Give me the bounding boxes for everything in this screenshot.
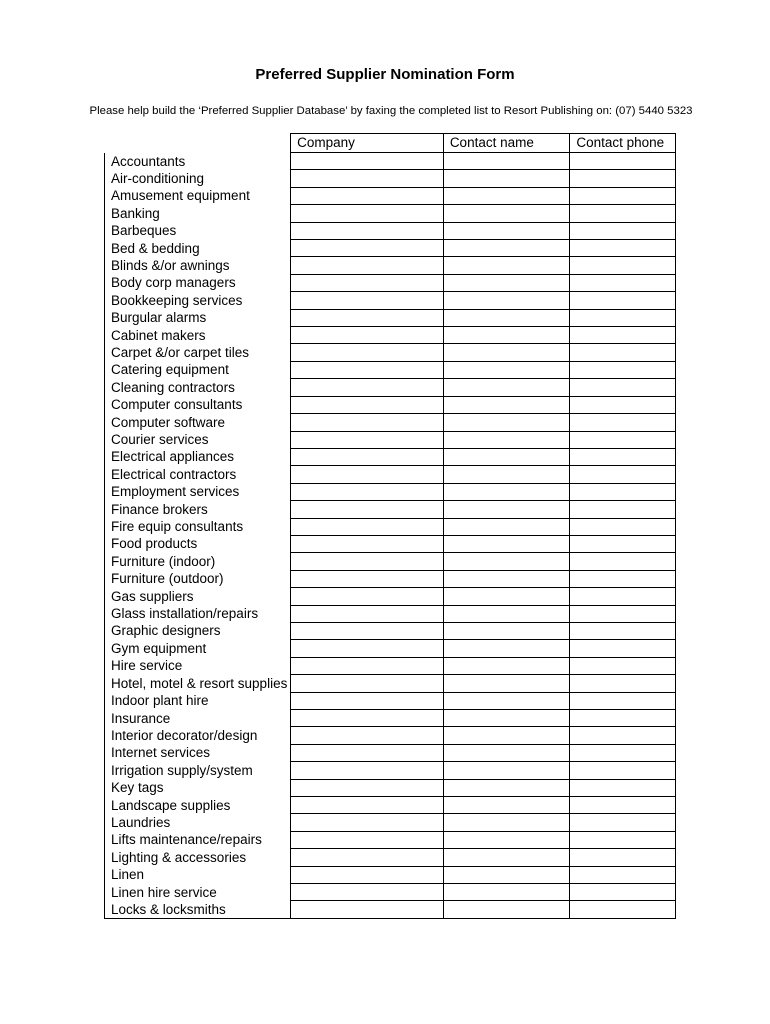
table-row	[105, 831, 676, 848]
table-row	[105, 675, 676, 692]
form-instructions: Please help build the ‘Preferred Supplier Database’ by faxing the completed list to Resort Publishing on: (07) 5440 5323	[89, 105, 693, 117]
company-cell[interactable]	[291, 240, 444, 257]
category-label: Air-conditioning	[105, 170, 291, 187]
company-cell[interactable]	[291, 727, 444, 744]
company-cell[interactable]	[291, 622, 444, 639]
company-cell[interactable]	[291, 710, 444, 727]
contact-name-cell[interactable]	[443, 866, 570, 883]
contact-phone-header: Contact phone	[570, 134, 676, 153]
category-label: Banking	[105, 205, 291, 222]
company-cell[interactable]	[291, 205, 444, 222]
contact-name-cell[interactable]	[443, 466, 570, 483]
company-cell[interactable]	[291, 466, 444, 483]
contact-name-cell[interactable]	[443, 327, 570, 344]
contact-name-header: Contact name	[443, 134, 570, 153]
contact-phone-cell[interactable]	[570, 553, 676, 570]
company-cell[interactable]	[291, 797, 444, 814]
contact-name-cell[interactable]	[443, 344, 570, 361]
company-cell[interactable]	[291, 657, 444, 674]
contact-name-cell[interactable]	[443, 257, 570, 274]
contact-phone-cell[interactable]	[570, 327, 676, 344]
table-row	[105, 553, 676, 570]
company-cell[interactable]	[291, 501, 444, 518]
contact-name-cell[interactable]	[443, 274, 570, 291]
contact-name-cell[interactable]	[443, 657, 570, 674]
category-label: Locks & locksmiths	[105, 901, 291, 919]
contact-name-cell[interactable]	[443, 779, 570, 796]
contact-phone-cell[interactable]	[570, 727, 676, 744]
table-row	[105, 797, 676, 814]
table-row	[105, 170, 676, 187]
contact-phone-cell[interactable]	[570, 588, 676, 605]
table-row	[105, 396, 676, 413]
category-label: Irrigation supply/system	[105, 762, 291, 779]
form-title: Preferred Supplier Nomination Form	[255, 66, 515, 83]
company-cell[interactable]	[291, 344, 444, 361]
table-row	[105, 588, 676, 605]
category-label: Carpet &/or carpet tiles	[105, 344, 291, 361]
contact-phone-cell[interactable]	[570, 831, 676, 848]
table-row	[105, 762, 676, 779]
contact-name-cell[interactable]	[443, 727, 570, 744]
company-cell[interactable]	[291, 535, 444, 552]
contact-name-cell[interactable]	[443, 570, 570, 587]
table-row	[105, 744, 676, 761]
category-label: Glass installation/repairs	[105, 605, 291, 622]
category-label: Employment services	[105, 483, 291, 500]
table-row	[105, 414, 676, 431]
company-cell[interactable]	[291, 901, 444, 919]
company-cell[interactable]	[291, 849, 444, 866]
contact-name-cell[interactable]	[443, 518, 570, 535]
category-label: Computer consultants	[105, 396, 291, 413]
contact-name-cell[interactable]	[443, 744, 570, 761]
category-label: Burgular alarms	[105, 309, 291, 326]
contact-phone-cell[interactable]	[570, 518, 676, 535]
table-row	[105, 814, 676, 831]
table-row	[105, 309, 676, 326]
category-label: Gym equipment	[105, 640, 291, 657]
contact-phone-cell[interactable]	[570, 884, 676, 901]
contact-name-cell[interactable]	[443, 483, 570, 500]
company-cell[interactable]	[291, 884, 444, 901]
contact-phone-cell[interactable]	[570, 448, 676, 465]
contact-phone-cell[interactable]	[570, 866, 676, 883]
contact-phone-cell[interactable]	[570, 153, 676, 170]
category-label: Bookkeeping services	[105, 292, 291, 309]
company-cell[interactable]	[291, 570, 444, 587]
table-row	[105, 779, 676, 796]
category-label: Graphic designers	[105, 622, 291, 639]
company-cell[interactable]	[291, 483, 444, 500]
company-cell[interactable]	[291, 222, 444, 239]
contact-phone-cell[interactable]	[570, 657, 676, 674]
contact-name-cell[interactable]	[443, 379, 570, 396]
table-row	[105, 257, 676, 274]
category-label: Accountants	[105, 153, 291, 170]
company-cell[interactable]	[291, 414, 444, 431]
contact-phone-cell[interactable]	[570, 309, 676, 326]
company-cell[interactable]	[291, 292, 444, 309]
contact-phone-cell[interactable]	[570, 570, 676, 587]
company-cell[interactable]	[291, 779, 444, 796]
category-label: Courier services	[105, 431, 291, 448]
contact-phone-cell[interactable]	[570, 379, 676, 396]
table-row	[105, 448, 676, 465]
company-cell[interactable]	[291, 744, 444, 761]
table-row	[105, 518, 676, 535]
category-header	[105, 134, 291, 153]
table-row	[105, 535, 676, 552]
category-label: Body corp managers	[105, 274, 291, 291]
company-cell[interactable]	[291, 692, 444, 709]
category-label: Amusement equipment	[105, 187, 291, 204]
contact-name-cell[interactable]	[443, 396, 570, 413]
contact-phone-cell[interactable]	[570, 361, 676, 378]
table-row	[105, 657, 676, 674]
table-row	[105, 849, 676, 866]
contact-name-cell[interactable]	[443, 797, 570, 814]
category-label: Food products	[105, 535, 291, 552]
contact-name-cell[interactable]	[443, 240, 570, 257]
company-cell[interactable]	[291, 640, 444, 657]
contact-phone-cell[interactable]	[570, 501, 676, 518]
company-cell[interactable]	[291, 327, 444, 344]
category-label: Blinds &/or awnings	[105, 257, 291, 274]
table-row	[105, 570, 676, 587]
table-row	[105, 431, 676, 448]
contact-phone-cell[interactable]	[570, 814, 676, 831]
category-label: Linen	[105, 866, 291, 883]
contact-name-cell[interactable]	[443, 431, 570, 448]
category-label: Computer software	[105, 414, 291, 431]
contact-name-cell[interactable]	[443, 849, 570, 866]
category-label: Gas suppliers	[105, 588, 291, 605]
category-label: Finance brokers	[105, 501, 291, 518]
table-row	[105, 153, 676, 170]
contact-phone-cell[interactable]	[570, 205, 676, 222]
table-row	[105, 187, 676, 204]
company-cell[interactable]	[291, 187, 444, 204]
company-cell[interactable]	[291, 762, 444, 779]
table-row	[105, 866, 676, 883]
company-header: Company	[291, 134, 444, 153]
contact-phone-cell[interactable]	[570, 779, 676, 796]
contact-name-cell[interactable]	[443, 414, 570, 431]
contact-phone-cell[interactable]	[570, 414, 676, 431]
contact-name-cell[interactable]	[443, 501, 570, 518]
category-label: Furniture (outdoor)	[105, 570, 291, 587]
contact-phone-cell[interactable]	[570, 849, 676, 866]
contact-phone-cell[interactable]	[570, 535, 676, 552]
table-row	[105, 501, 676, 518]
contact-name-cell[interactable]	[443, 622, 570, 639]
contact-name-cell[interactable]	[443, 710, 570, 727]
table-row	[105, 901, 676, 919]
contact-phone-cell[interactable]	[570, 901, 676, 919]
contact-phone-cell[interactable]	[570, 274, 676, 291]
contact-name-cell[interactable]	[443, 535, 570, 552]
contact-phone-cell[interactable]	[570, 466, 676, 483]
contact-name-cell[interactable]	[443, 640, 570, 657]
contact-phone-cell[interactable]	[570, 396, 676, 413]
contact-phone-cell[interactable]	[570, 622, 676, 639]
table-row	[105, 327, 676, 344]
table-row	[105, 884, 676, 901]
category-label: Indoor plant hire	[105, 692, 291, 709]
contact-phone-cell[interactable]	[570, 483, 676, 500]
table-row	[105, 622, 676, 639]
contact-name-cell[interactable]	[443, 205, 570, 222]
category-label: Internet services	[105, 744, 291, 761]
company-cell[interactable]	[291, 257, 444, 274]
contact-name-cell[interactable]	[443, 901, 570, 919]
category-label: Landscape supplies	[105, 797, 291, 814]
contact-name-cell[interactable]	[443, 675, 570, 692]
contact-phone-cell[interactable]	[570, 797, 676, 814]
contact-name-cell[interactable]	[443, 814, 570, 831]
contact-name-cell[interactable]	[443, 309, 570, 326]
contact-phone-cell[interactable]	[570, 640, 676, 657]
company-cell[interactable]	[291, 448, 444, 465]
table-row	[105, 483, 676, 500]
category-label: Electrical appliances	[105, 448, 291, 465]
contact-phone-cell[interactable]	[570, 744, 676, 761]
company-cell[interactable]	[291, 396, 444, 413]
company-cell[interactable]	[291, 379, 444, 396]
contact-name-cell[interactable]	[443, 222, 570, 239]
contact-name-cell[interactable]	[443, 292, 570, 309]
contact-name-cell[interactable]	[443, 588, 570, 605]
contact-phone-cell[interactable]	[570, 170, 676, 187]
contact-name-cell[interactable]	[443, 361, 570, 378]
table-row	[105, 379, 676, 396]
category-label: Key tags	[105, 779, 291, 796]
contact-phone-cell[interactable]	[570, 605, 676, 622]
table-row	[105, 605, 676, 622]
contact-name-cell[interactable]	[443, 187, 570, 204]
table-row	[105, 727, 676, 744]
category-label: Interior decorator/design	[105, 727, 291, 744]
contact-name-cell[interactable]	[443, 762, 570, 779]
company-cell[interactable]	[291, 675, 444, 692]
table-row	[105, 274, 676, 291]
contact-phone-cell[interactable]	[570, 762, 676, 779]
table-row	[105, 466, 676, 483]
table-row	[105, 344, 676, 361]
contact-name-cell[interactable]	[443, 448, 570, 465]
company-cell[interactable]	[291, 831, 444, 848]
contact-name-cell[interactable]	[443, 692, 570, 709]
category-label: Fire equip consultants	[105, 518, 291, 535]
company-cell[interactable]	[291, 518, 444, 535]
table-row	[105, 240, 676, 257]
category-label: Barbeques	[105, 222, 291, 239]
company-cell[interactable]	[291, 605, 444, 622]
category-label: Lighting & accessories	[105, 849, 291, 866]
contact-phone-cell[interactable]	[570, 344, 676, 361]
company-cell[interactable]	[291, 588, 444, 605]
company-cell[interactable]	[291, 361, 444, 378]
company-cell[interactable]	[291, 431, 444, 448]
table-header-row	[105, 134, 676, 153]
table-row	[105, 205, 676, 222]
table-row	[105, 710, 676, 727]
company-cell[interactable]	[291, 274, 444, 291]
category-label: Electrical contractors	[105, 466, 291, 483]
contact-phone-cell[interactable]	[570, 710, 676, 727]
category-label: Insurance	[105, 710, 291, 727]
contact-name-cell[interactable]	[443, 153, 570, 170]
contact-phone-cell[interactable]	[570, 257, 676, 274]
category-label: Bed & bedding	[105, 240, 291, 257]
category-label: Hotel, motel & resort supplies	[105, 675, 291, 692]
company-cell[interactable]	[291, 170, 444, 187]
company-cell[interactable]	[291, 309, 444, 326]
category-label: Cabinet makers	[105, 327, 291, 344]
category-label: Linen hire service	[105, 884, 291, 901]
category-label: Hire service	[105, 657, 291, 674]
supplier-table	[104, 133, 676, 919]
company-cell[interactable]	[291, 553, 444, 570]
contact-phone-cell[interactable]	[570, 692, 676, 709]
category-label: Lifts maintenance/repairs	[105, 831, 291, 848]
contact-name-cell[interactable]	[443, 884, 570, 901]
contact-phone-cell[interactable]	[570, 675, 676, 692]
contact-phone-cell[interactable]	[570, 240, 676, 257]
contact-name-cell[interactable]	[443, 553, 570, 570]
contact-name-cell[interactable]	[443, 831, 570, 848]
table-row	[105, 292, 676, 309]
contact-name-cell[interactable]	[443, 170, 570, 187]
table-row	[105, 640, 676, 657]
table-row	[105, 692, 676, 709]
category-label: Catering equipment	[105, 361, 291, 378]
company-cell[interactable]	[291, 814, 444, 831]
contact-name-cell[interactable]	[443, 605, 570, 622]
contact-phone-cell[interactable]	[570, 222, 676, 239]
contact-phone-cell[interactable]	[570, 431, 676, 448]
company-cell[interactable]	[291, 153, 444, 170]
contact-phone-cell[interactable]	[570, 187, 676, 204]
table-row	[105, 361, 676, 378]
table-row	[105, 222, 676, 239]
category-label: Cleaning contractors	[105, 379, 291, 396]
company-cell[interactable]	[291, 866, 444, 883]
category-label: Furniture (indoor)	[105, 553, 291, 570]
contact-phone-cell[interactable]	[570, 292, 676, 309]
category-label: Laundries	[105, 814, 291, 831]
